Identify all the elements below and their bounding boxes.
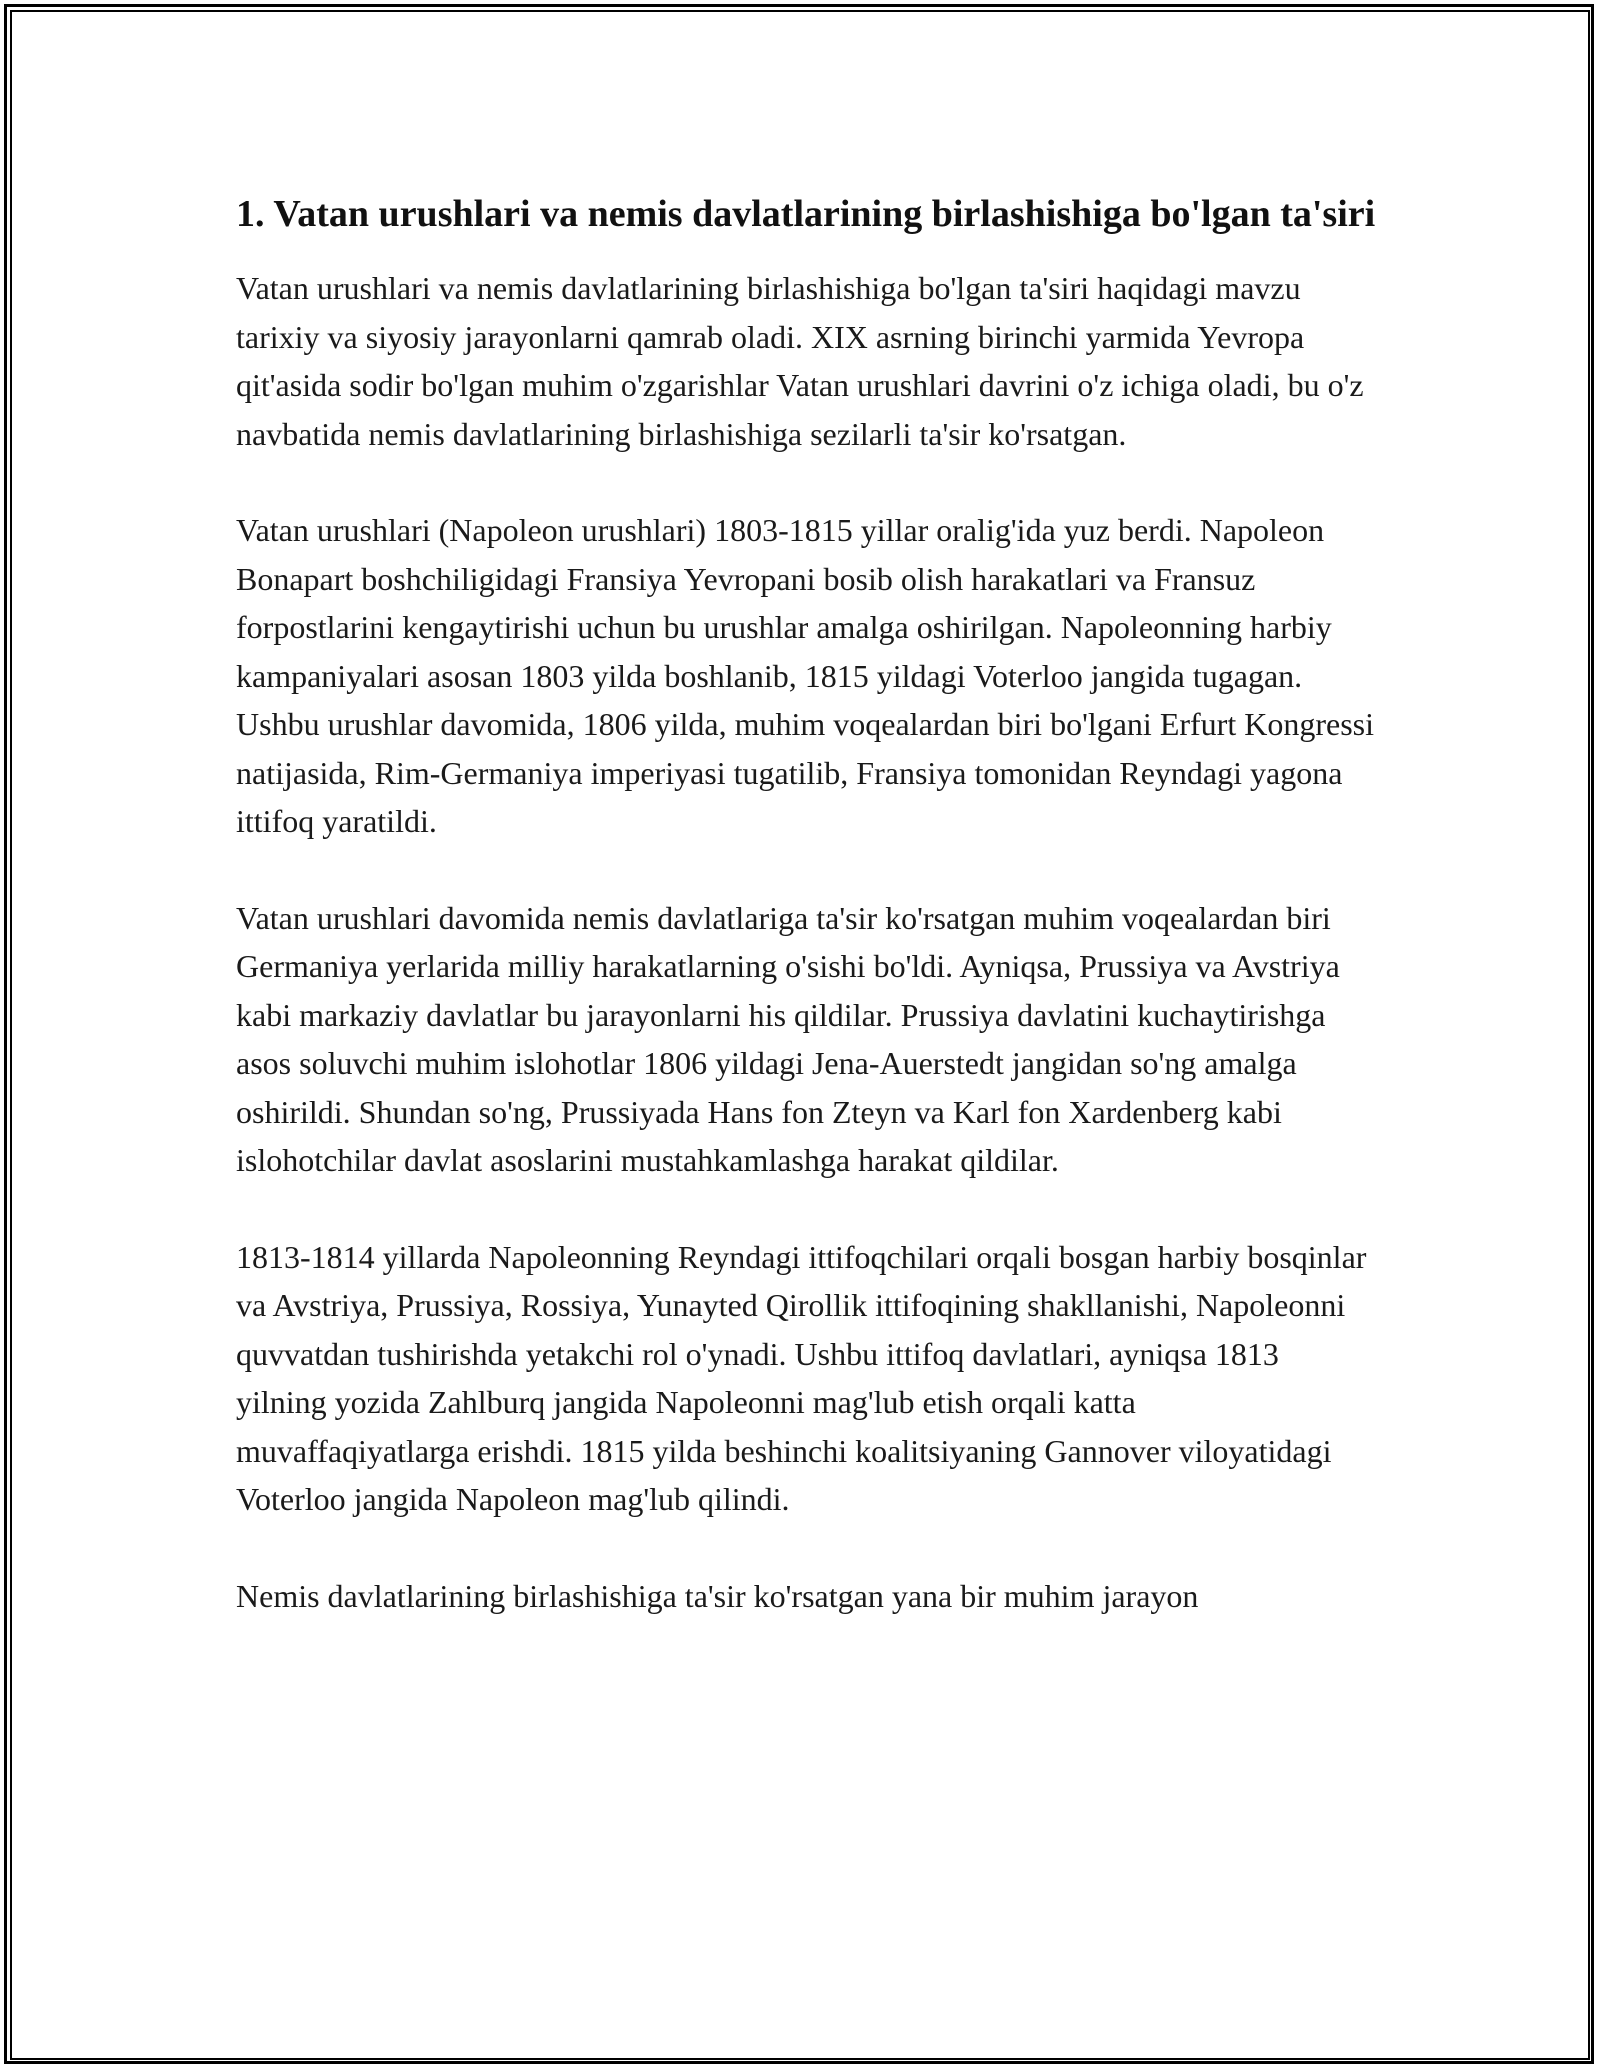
paragraph-coalition: 1813-1814 yillarda Napoleonning Reyndagi ittifoqchilari orqali bosgan harbiy bosqinlar va Avstriya, Prussiya, Rossiya, Yunayted Qirollik ittifoqining shakllanishi, Napoleonni quvvatdan tushirishda yetakchi rol o'ynadi. Ushbu ittifoq davlatlari, ayniqsa 1813 yilning yozida Zahlburq jangida Napoleonni mag'lub etish orqali katta muvaffaqiyatlarga erishdi. 1815 yilda beshinchi koalitsiyaning Gannover viloyatidagi Voterloo jangida Napoleon mag'lub qilindi. — [236, 1238, 1367, 1517]
paragraph-continuation: Nemis davlatlarining birlashishiga ta'sir ko'rsatgan yana bir muhim jarayon — [236, 1577, 1199, 1614]
section-heading: 1. Vatan urushlari va nemis davlatlarining birlashishiga bo'lgan ta'siri — [236, 193, 1376, 235]
paragraph-napoleonic-wars: Vatan urushlari (Napoleon urushlari) 1803-1815 yillar oralig'ida yuz berdi. Napoleon Bonapart boshchiligidagi Fransiya Yevropani bosib olish harakatlari va Fransuz forpostlarini kengaytirishi uchun bu urushlar amalga oshirilgan. Napoleonning harbiy kampaniyalari asosan 1803 yilda boshlanib, 1815 yildagi Voterloo jangida tugagan. Ushbu urushlar davomida, 1806 yilda, muhim voqealardan biri bo'lgani Erfurt Kongressi natijasida, Rim-Germaniya imperiyasi tugatilib, Fransiya tomonidan Reyndagi yagona ittifoq yaratildi. — [236, 512, 1374, 839]
paragraph-intro: Vatan urushlari va nemis davlatlarining birlashishiga bo'lgan ta'siri haqidagi mavzu tarixiy va siyosiy jarayonlarni qamrab oladi. XIX asrning birinchi yarmida Yevropa qit'asida sodir bo'lgan muhim o'zgarishlar Vatan urushlari davrini o'z ichiga oladi, bu o'z navbatida nemis davlatlarining birlashishiga sezilarli ta'sir ko'rsatgan. — [236, 270, 1364, 452]
paragraph-national-movements: Vatan urushlari davomida nemis davlatlariga ta'sir ko'rsatgan muhim voqealardan biri Germaniya yerlarida milliy harakatlarning o'sishi bo'ldi. Ayniqsa, Prussiya va Avstriya kabi markaziy davlatlar bu jarayonlarni his qildilar. Prussiya davlatini kuchaytirishga asos soluvchi muhim islohotlar 1806 yildagi Jena-Auerstedt jangidan so'ng amalga oshirildi. Shundan so'ng, Prussiyada Hans fon Zteyn va Karl fon Xardenberg kabi islohotchilar davlat asoslarini mustahkamlashga harakat qildilar. — [236, 899, 1340, 1178]
document-body — [236, 186, 1376, 1668]
